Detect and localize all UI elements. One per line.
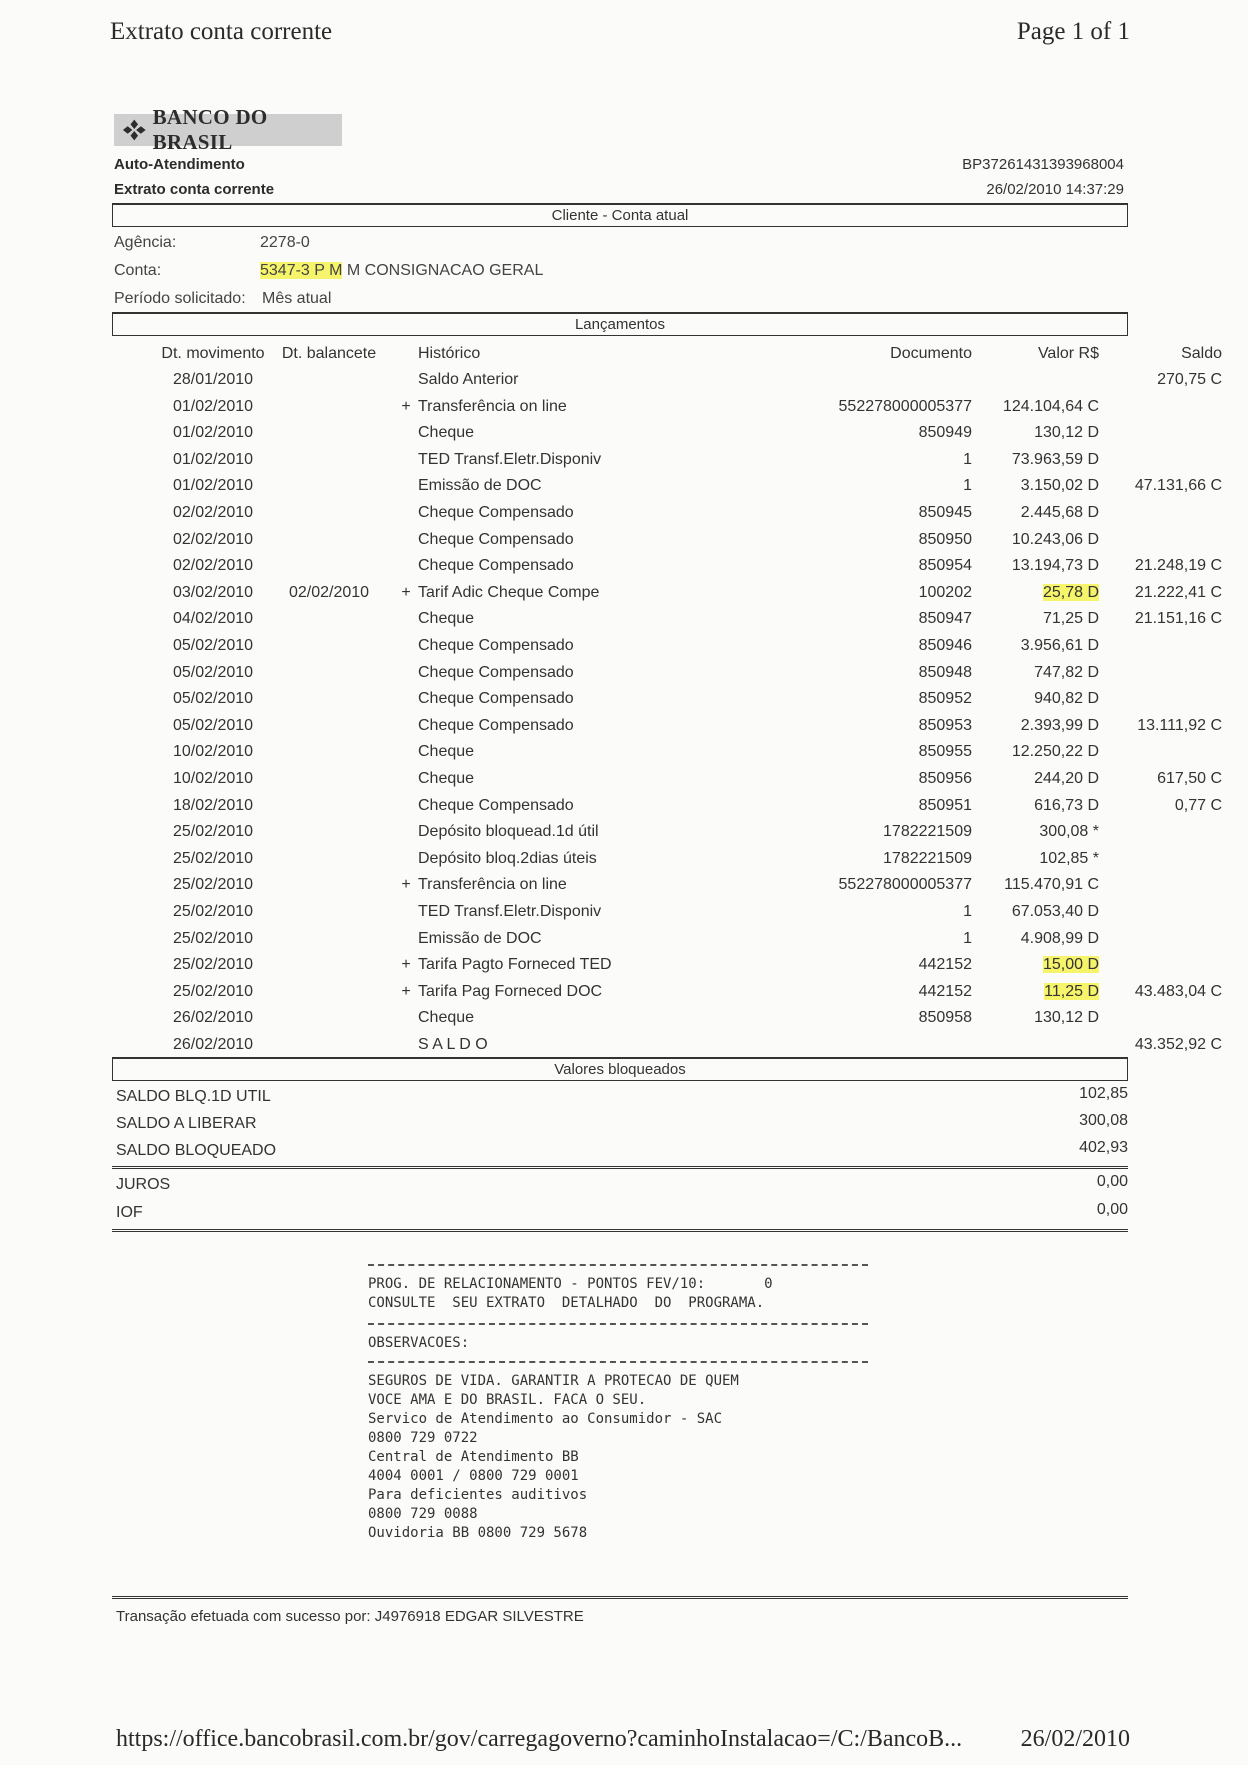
cell-dt-movimento: 25/02/2010 — [172, 982, 254, 1000]
cell-documento: 850954 — [918, 557, 972, 575]
table-row — [112, 1033, 1222, 1059]
bloq-value-1d: 102,85 — [1079, 1085, 1128, 1102]
bank-logo-icon — [122, 118, 147, 142]
cell-dt-movimento: 25/02/2010 — [172, 929, 254, 947]
cell-documento: 850951 — [918, 796, 972, 814]
cell-valor: 12.250,22 D — [1011, 743, 1099, 761]
cell-documento: 552278000005377 — [838, 397, 972, 415]
notes-programa: PROG. DE RELACIONAMENTO - PONTOS FEV/10: 0 CONSULTE SEU EXTRATO DETALHADO DO PROGRAMA. — [368, 1276, 773, 1311]
cell-valor: 10.243,06 D — [1011, 530, 1099, 548]
cell-documento: 850953 — [918, 716, 972, 734]
cell-valor: 244,20 D — [1034, 770, 1099, 787]
table-row — [112, 980, 1222, 1006]
cell-documento: 442152 — [918, 956, 972, 974]
cell-dt-movimento: 02/02/2010 — [172, 504, 254, 521]
doc-title-autoatendimento: Auto-Atendimento — [114, 156, 245, 173]
valor-highlight: 15,00 D — [1042, 956, 1099, 974]
cell-documento: 850945 — [918, 504, 972, 521]
cell-valor — [972, 584, 1099, 602]
cell-historico: Depósito bloq.2dias úteis — [418, 849, 597, 867]
cell-historico: Cheque Compensado — [418, 796, 574, 814]
valor-highlight: 25,78 D — [1042, 583, 1099, 601]
cell-documento: 1 — [963, 450, 972, 468]
cell-historico: Cheque Compensado — [418, 530, 574, 548]
cell-valor: 300,08 * — [1039, 823, 1099, 841]
table-row — [112, 794, 1222, 820]
table-row — [112, 820, 1128, 846]
cell-documento: 1 — [963, 929, 972, 947]
header-valor: Valor R$ — [1037, 345, 1099, 362]
cell-dt-movimento: 10/02/2010 — [172, 743, 254, 761]
print-header-title: Extrato conta corrente — [110, 18, 333, 45]
table-row — [112, 900, 1128, 926]
cell-saldo: 270,75 C — [1157, 371, 1222, 388]
cell-plus: + — [401, 583, 411, 601]
table-row — [112, 634, 1128, 660]
cell-dt-movimento: 01/02/2010 — [172, 397, 254, 415]
cell-dt-movimento: 01/02/2010 — [172, 450, 254, 468]
cell-valor: 130,12 D — [1034, 424, 1099, 442]
cell-saldo: 21.222,41 C — [1134, 583, 1222, 601]
conta-highlight: 5347-3 P M — [260, 262, 343, 279]
notes-dashline-3 — [368, 1361, 868, 1363]
juros-value: 0,00 — [1096, 1173, 1128, 1190]
iof-value: 0,00 — [1096, 1201, 1128, 1218]
table-row — [112, 607, 1222, 633]
cell-valor: 2.393,99 D — [1020, 716, 1099, 734]
cell-valor: 67.053,40 D — [1011, 903, 1099, 920]
table-row — [112, 740, 1128, 766]
cell-documento: 850956 — [918, 770, 972, 787]
cell-dt-movimento: 04/02/2010 — [172, 610, 254, 628]
cell-dt-movimento: 18/02/2010 — [172, 796, 254, 814]
cell-dt-movimento: 26/02/2010 — [172, 1009, 254, 1027]
cell-valor: 71,25 D — [1042, 610, 1099, 628]
cell-plus: + — [401, 956, 411, 974]
cell-dt-movimento: 25/02/2010 — [172, 876, 254, 894]
cell-dt-movimento: 01/02/2010 — [172, 424, 254, 442]
cell-documento: 1 — [963, 477, 972, 495]
agencia-label: Agência: — [114, 234, 177, 251]
table-row — [112, 953, 1128, 979]
cell-saldo: 617,50 C — [1157, 770, 1222, 787]
bloq-label-liberar: SALDO A LIBERAR — [116, 1115, 257, 1132]
cell-dt-movimento: 05/02/2010 — [172, 663, 254, 681]
table-row — [112, 767, 1222, 793]
bloq-label-1d: SALDO BLQ.1D UTIL — [116, 1088, 271, 1105]
table-row — [112, 714, 1222, 740]
cell-valor: 73.963,59 D — [1011, 450, 1099, 468]
cell-dt-movimento: 05/02/2010 — [172, 716, 254, 734]
cell-historico: Saldo Anterior — [418, 371, 519, 388]
cell-plus: + — [401, 397, 411, 415]
print-header-page: Page 1 of 1 — [1016, 18, 1130, 45]
cell-documento: 850946 — [918, 637, 972, 654]
doc-code: BP37261431393968004 — [962, 156, 1124, 173]
header-dt-balancete: Dt. balancete — [281, 345, 377, 362]
table-row — [112, 873, 1128, 899]
cell-valor: 115.470,91 C — [1004, 876, 1099, 894]
juros-label: JUROS — [116, 1176, 171, 1193]
cell-saldo: 43.352,92 C — [1134, 1036, 1222, 1053]
cliente-section-title: Cliente - Conta atual — [551, 207, 689, 224]
doc-title-extrato: Extrato conta corrente — [114, 181, 275, 198]
cell-valor: 4.908,99 D — [1020, 929, 1099, 947]
transacao-text: Transação efetuada com sucesso por: J4976918 EDGAR SILVESTRE — [116, 1608, 584, 1625]
cell-documento: 850950 — [918, 530, 972, 548]
cell-dt-movimento: 25/02/2010 — [172, 903, 254, 920]
cell-historico: Cheque — [418, 743, 475, 761]
bloqueados-section-title: Valores bloqueados — [554, 1061, 686, 1078]
cell-historico: Cheque Compensado — [418, 637, 574, 654]
cell-dt-movimento: 10/02/2010 — [172, 770, 254, 787]
cell-historico: Cheque Compensado — [418, 716, 574, 734]
divider-bloqueados — [112, 1166, 1128, 1169]
cell-valor: 130,12 D — [1034, 1009, 1099, 1027]
divider-juros — [112, 1229, 1128, 1232]
cell-dt-movimento: 03/02/2010 — [172, 583, 254, 601]
cell-saldo: 43.483,04 C — [1134, 982, 1222, 1000]
table-row — [112, 368, 1222, 394]
cell-dt-movimento: 25/02/2010 — [172, 823, 254, 841]
print-footer-date: 26/02/2010 — [1020, 1726, 1130, 1752]
periodo-label: Período solicitado: — [114, 290, 246, 307]
valor-highlight: 11,25 D — [1044, 982, 1099, 1000]
notes-obs-label: OBSERVACOES: — [368, 1335, 470, 1351]
notes-dashline-2 — [368, 1323, 868, 1325]
divider-transacao — [112, 1596, 1128, 1599]
agencia-value: 2278-0 — [260, 234, 310, 251]
cell-saldo: 47.131,66 C — [1134, 477, 1222, 495]
cell-documento: 850955 — [918, 743, 972, 761]
cell-documento: 850948 — [918, 663, 972, 681]
cell-historico: Tarifa Pagto Forneced TED — [418, 956, 612, 974]
cell-valor — [972, 956, 1099, 974]
cell-valor: 124.104,64 C — [1002, 397, 1099, 415]
cliente-section-bar — [112, 203, 1128, 227]
cell-documento: 442152 — [918, 982, 972, 1000]
cell-documento: 1782221509 — [883, 849, 972, 867]
cell-historico: Transferência on line — [418, 397, 567, 415]
table-row — [112, 927, 1128, 953]
periodo-value: Mês atual — [262, 290, 332, 307]
bank-logo — [114, 105, 342, 154]
cell-historico: Cheque — [418, 610, 475, 628]
table-row — [112, 1006, 1128, 1032]
cell-dt-movimento: 02/02/2010 — [172, 530, 254, 548]
cell-historico: S A L D O — [418, 1036, 488, 1053]
cell-valor: 2.445,68 D — [1020, 504, 1099, 521]
cell-historico: Transferência on line — [418, 876, 567, 894]
cell-historico: Depósito bloquead.1d útil — [418, 823, 599, 841]
header-dt-movimento: Dt. movimento — [161, 345, 265, 362]
cell-historico: Emissão de DOC — [418, 929, 542, 947]
cell-dt-balancete: 02/02/2010 — [288, 583, 370, 601]
table-row — [112, 448, 1128, 474]
cell-plus: + — [401, 982, 411, 1000]
cell-valor: 940,82 D — [1034, 690, 1099, 708]
table-row — [112, 528, 1128, 554]
cell-documento: 850947 — [918, 610, 972, 628]
cell-documento: 552278000005377 — [838, 876, 972, 894]
lancamentos-section-title: Lançamentos — [574, 316, 666, 333]
cell-documento: 850952 — [918, 690, 972, 708]
table-row — [112, 847, 1128, 873]
cell-historico: Cheque Compensado — [418, 557, 574, 575]
cell-historico: Emissão de DOC — [418, 477, 542, 495]
header-historico: Histórico — [418, 345, 481, 362]
cell-valor: 102,85 * — [1039, 849, 1099, 867]
table-row — [112, 661, 1128, 687]
cell-valor: 747,82 D — [1034, 663, 1099, 681]
cell-historico: TED Transf.Eletr.Disponiv — [418, 903, 602, 920]
cell-documento: 850949 — [918, 424, 972, 442]
cell-documento: 1782221509 — [883, 823, 972, 841]
header-saldo: Saldo — [1181, 345, 1222, 362]
lancamentos-section-bar — [112, 312, 1128, 336]
cell-dt-movimento: 28/01/2010 — [172, 371, 254, 388]
bloq-label-bloqueado: SALDO BLOQUEADO — [116, 1142, 277, 1159]
bloq-value-bloqueado: 402,93 — [1079, 1139, 1128, 1156]
cell-dt-movimento: 25/02/2010 — [172, 956, 254, 974]
cell-valor: 3.150,02 D — [1020, 477, 1099, 495]
conta-name: M CONSIGNACAO GERAL — [342, 262, 544, 279]
cell-historico: Cheque Compensado — [418, 690, 574, 708]
bloq-value-liberar: 300,08 — [1079, 1112, 1128, 1129]
cell-dt-movimento: 25/02/2010 — [172, 849, 254, 867]
cell-documento: 850958 — [918, 1009, 972, 1027]
cell-dt-movimento: 26/02/2010 — [172, 1036, 254, 1053]
bank-logo-text: BANCO DO BRASIL — [152, 105, 268, 154]
bloqueados-section-bar — [112, 1057, 1128, 1081]
cell-valor: 616,73 D — [1034, 796, 1099, 814]
table-row — [112, 474, 1222, 500]
cell-dt-movimento: 05/02/2010 — [172, 637, 254, 654]
cell-historico: Cheque Compensado — [418, 504, 574, 521]
cell-plus: + — [401, 876, 411, 894]
cell-historico: Tarif Adic Cheque Compe — [418, 583, 600, 601]
cell-historico: Cheque — [418, 770, 475, 787]
cell-historico: Cheque — [418, 1009, 475, 1027]
cell-saldo: 21.151,16 C — [1134, 610, 1222, 628]
cell-historico: Cheque Compensado — [418, 663, 574, 681]
lancamentos-header-row — [112, 342, 1222, 368]
header-documento: Documento — [890, 345, 972, 362]
conta-value — [260, 262, 543, 280]
cell-valor — [972, 983, 1099, 1001]
notes-observacoes: SEGUROS DE VIDA. GARANTIR A PROTECAO DE QUEM VOCE AMA E DO BRASIL. FACA O SEU. Servico de Atendimento ao Consumidor - SAC 0800 729 0722 Central de Atendimento BB 4004 0001 / 0800 729 0001 Para deficientes auditivos 0800 729 0088 Ouvidoria BB 0800 729 5678 — [368, 1373, 739, 1541]
cell-historico: Cheque — [418, 424, 475, 442]
cell-valor: 3.956,61 D — [1020, 637, 1099, 654]
cell-documento: 100202 — [918, 583, 972, 601]
table-row — [112, 581, 1222, 607]
table-row — [112, 501, 1128, 527]
cell-historico: TED Transf.Eletr.Disponiv — [418, 450, 602, 468]
doc-datetime: 26/02/2010 14:37:29 — [986, 181, 1124, 198]
cell-dt-movimento: 01/02/2010 — [172, 477, 254, 495]
table-row — [112, 687, 1128, 713]
cell-historico: Tarifa Pag Forneced DOC — [418, 982, 603, 1000]
cell-dt-movimento: 05/02/2010 — [172, 690, 254, 708]
cell-documento: 1 — [963, 903, 972, 920]
cell-valor: 13.194,73 D — [1011, 557, 1099, 575]
table-row — [112, 554, 1222, 580]
iof-label: IOF — [116, 1204, 143, 1221]
cell-dt-movimento: 02/02/2010 — [172, 557, 254, 575]
cell-saldo: 13.111,92 C — [1137, 716, 1222, 734]
cell-saldo: 21.248,19 C — [1134, 557, 1222, 575]
print-footer-url: https://office.bancobrasil.com.br/gov/carregagoverno?caminhoInstalacao=/C:/BancoB... — [116, 1726, 963, 1752]
cell-saldo: 0,77 C — [1174, 796, 1222, 814]
table-row — [112, 421, 1128, 447]
conta-label: Conta: — [114, 262, 162, 279]
table-row — [112, 395, 1128, 421]
notes-dashline-1 — [368, 1264, 868, 1266]
